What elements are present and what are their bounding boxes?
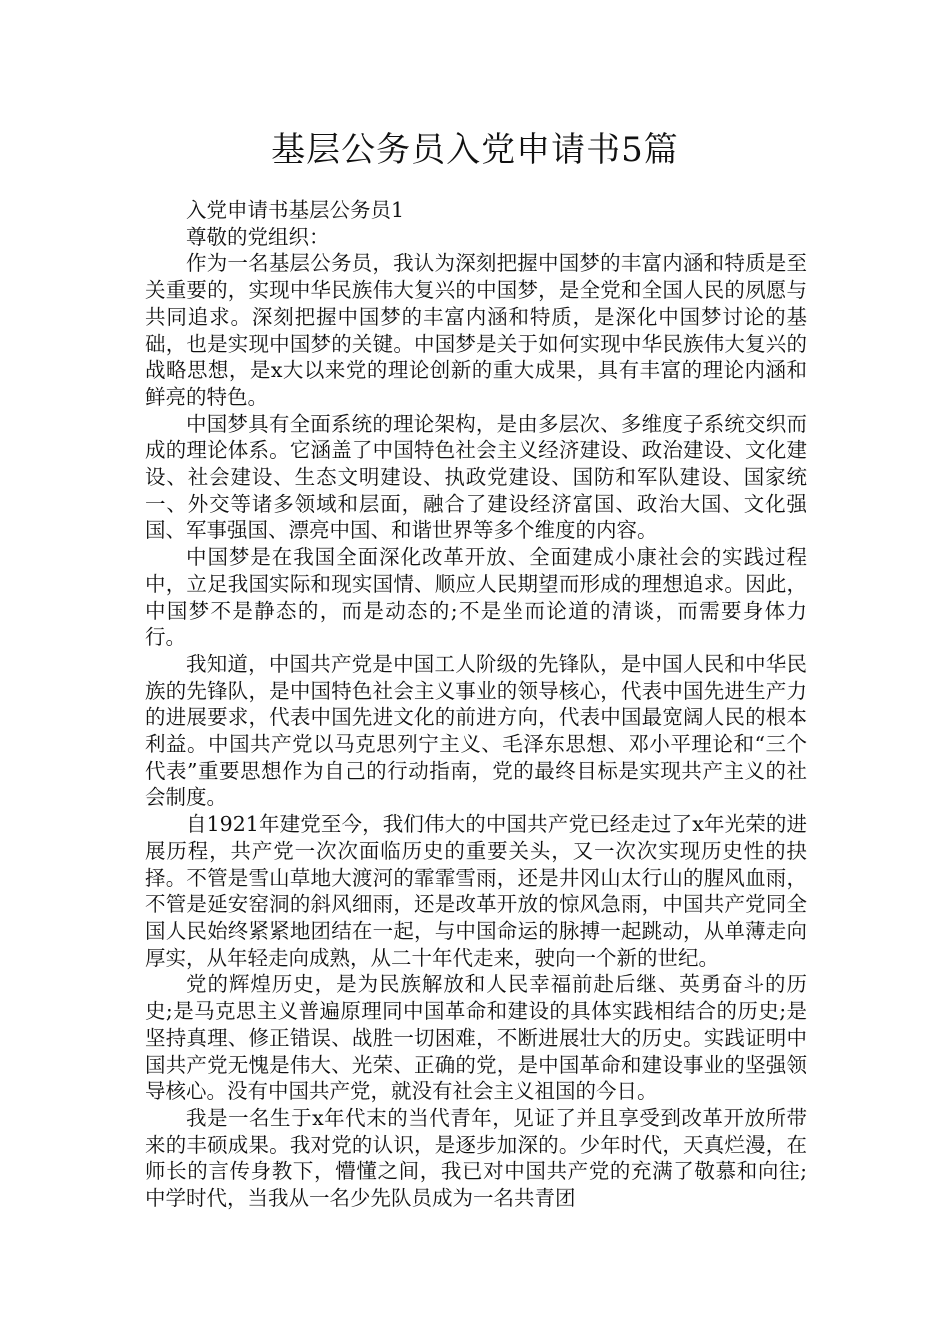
salutation: 尊敬的党组织： <box>186 224 330 249</box>
section-heading: 入党申请书基层公务员1 <box>186 198 405 222</box>
body-paragraph: 作为一名基层公务员，我认为深刻把握中国梦的丰富内涵和特质是至关重要的，实现中华民族伟大复兴的中国梦，是全党和全国人民的夙愿与共同追求。深刻把握中国梦的丰富内涵和特质，是深化中国梦讨论的基础，也是实现中国梦的关键。中国梦是关于如何实现中华民族伟大复兴的战略思想，是x大以来党的理论创新的重大成果，具有丰富的理论内涵和鲜亮的特色。 <box>145 251 807 409</box>
body-paragraph: 党的辉煌历史，是为民族解放和人民幸福前赴后继、英勇奋斗的历史;是马克思主义普遍原理同中国革命和建设的具体实践相结合的历史;是坚持真理、修正错误、战胜一切困难，不断进展壮大的历史。实践证明中国共产党无愧是伟大、光荣、正确的党，是中国革命和建设事业的坚强领导核心。没有中国共产党，就没有社会主义祖国的今日。 <box>145 972 807 1104</box>
body-paragraph: 自1921年建党至今，我们伟大的中国共产党已经走过了x年光荣的进展历程，共产党一次次面临历史的重要关头，又一次次实现历史性的抉择。不管是雪山草地大渡河的霏霏雪雨，还是井冈山太行山的腥风血雨，不管是延安窑洞的斜风细雨，还是改革开放的惊风急雨，中国共产党同全国人民始终紧紧地团结在一起，与中国命运的脉搏一起跳动，从单薄走向厚实，从年轻走向成熟，从二十年代走来，驶向一个新的世纪。 <box>145 812 807 970</box>
document-title: 基层公务员入党申请书5篇 <box>271 130 679 170</box>
body-paragraph: 我知道，中国共产党是中国工人阶级的先锋队，是中国人民和中华民族的先锋队，是中国特色社会主义事业的领导核心，代表中国先进生产力的进展要求，代表中国先进文化的前进方向，代表中国最宽阔人民的根本利益。中国共产党以马克思列宁主义、毛泽东思想、邓小平理论和“三个代表”重要思想作为自己的行动指南，党的最终目标是实现共产主义的社会制度。 <box>145 651 807 810</box>
document-body <box>145 197 807 1212</box>
body-paragraph: 中国梦具有全面系统的理论架构，是由多层次、多维度子系统交织而成的理论体系。它涵盖了中国特色社会主义经济建设、政治建设、文化建设、社会建设、生态文明建设、执政党建设、国防和军队建设、国家统一、外交等诸多领域和层面，融合了建设经济富国、政治大国、文化强国、军事强国、漂亮中国、和谐世界等多个维度的内容。 <box>145 411 807 543</box>
body-paragraph: 中国梦是在我国全面深化改革开放、全面建成小康社会的实践过程中，立足我国实际和现实国情、顺应人民期望而形成的理想追求。因此，中国梦不是静态的，而是动态的;不是坐而论道的清谈，而需要身体力行。 <box>145 545 807 650</box>
body-paragraph: 我是一名生于x年代末的当代青年，见证了并且享受到改革开放所带来的丰硕成果。我对党的认识，是逐步加深的。少年时代，天真烂漫，在师长的言传身教下，懵懂之间，我已对中国共产党的充满了敬慕和向往;中学时代，当我从一名少先队员成为一名共青团 <box>145 1105 807 1211</box>
